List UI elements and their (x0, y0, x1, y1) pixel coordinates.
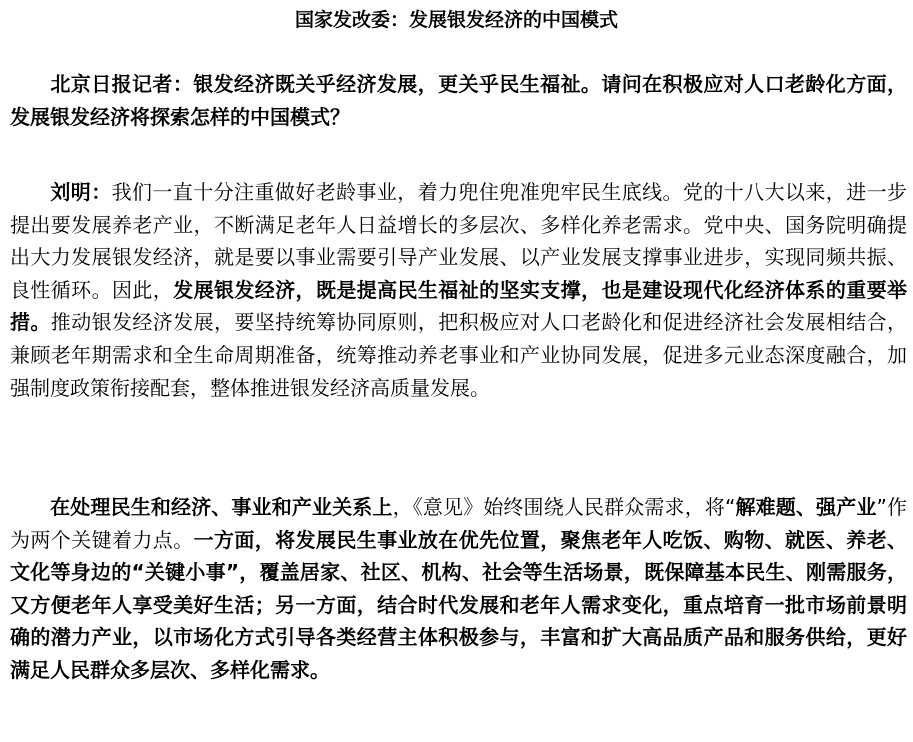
answer1-bold-1: 发展银发经济，既是提高民生福祉的坚实支撑，也是建设现代化经济体系的重要举措。 (10, 277, 908, 335)
speaker-name: 刘明： (50, 180, 112, 204)
answer-paragraph-2 (10, 491, 907, 687)
answer2-bold-1: 在处理民生和经济、事业和产业关系上 (50, 495, 393, 519)
answer2-bold-3: 一方面，将发展民生事业放在优先位置，聚焦老年人吃饭、购物、就医、养老、文化等身边的“关键小事”，覆盖居家、社区、机构、社会等生活场景，既保障基本民生、刚需服务，又方便老年人享受美好生活；另一方面，结合时代发展和老年人需求变化，重点培育一批市场前景明确的潜力产业，以市场化方式引导各类经营主体积极参与，丰富和扩大高品质产品和服务供给，更好满足人民群众多层次、多样化需求。 (10, 527, 908, 682)
article-title: 国家发改委：发展银发经济的中国模式 (294, 9, 618, 31)
answer2-text-2: ”作为两个关键着力点。 (10, 495, 907, 552)
answer-paragraph-1 (10, 176, 907, 404)
answer1-text-1: 我们一直十分注重做好老龄事业，着力兜住兜准兜牢民生底线。党的十八大以来，进一步提出要发展养老产业，不断满足老年人日益增长的多层次、多样化养老需求。党中央、国务院明确提出大力发展银发经济，就是要以事业需要引导产业发展、以产业发展支撑事业进步，实现同频共振、良性循环。因此， (10, 180, 908, 302)
answer1-text-2: 推动银发经济发展，要坚持统筹协同原则，把积极应对人口老龄化和促进经济社会发展相结合，兼顾老年期需求和全生命周期准备，统筹推动养老事业和产业协同发展，促进多元业态深度融合，加强制度政策衔接配套，整体推进银发经济高质量发展。 (10, 310, 908, 400)
answer2-text-1: ，《意见》始终围绕人民群众需求，将“ (392, 495, 736, 519)
question-text: 北京日报记者：银发经济既关乎经济发展，更关乎民生福祉。请问在积极应对人口老龄化方面，发展银发经济将探索怎样的中国模式？ (10, 72, 907, 129)
question-paragraph (10, 68, 907, 133)
answer2-bold-2: 解难题、强产业 (735, 495, 877, 519)
